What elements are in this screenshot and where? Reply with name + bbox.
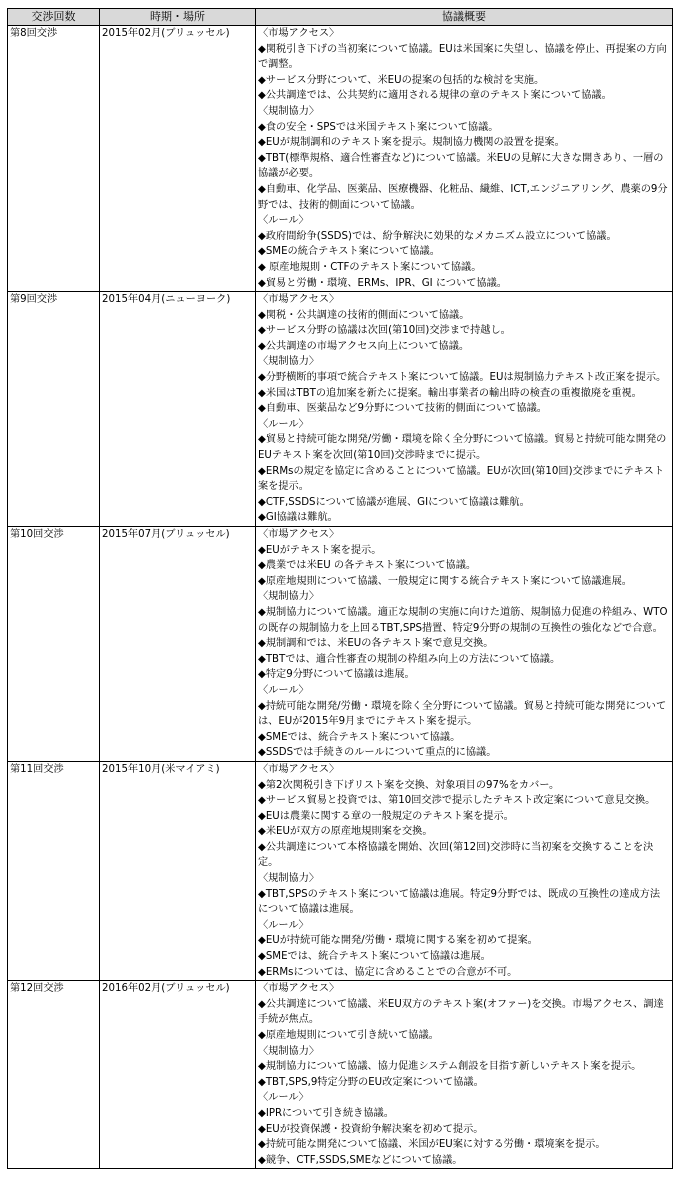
summary-line: ◆EUが規制調和のテキスト案を提示。規制協力機関の設置を提案。 bbox=[258, 137, 565, 149]
summary-line: ◆特定9分野について協議は進展。 bbox=[258, 669, 415, 681]
summary-line: ◆サービス貿易と投資では、第10回交渉で提示したテキスト改定案について意見交換。 bbox=[258, 795, 656, 807]
section-heading: 〈市場アクセス〉 bbox=[258, 529, 340, 540]
summary-line: ◆自動車、化学品、医薬品、医療機器、化粧品、繊維、ICT,エンジニアリング、農薬の9分野では、技術的側面について協議。 bbox=[258, 183, 668, 211]
summary-line: ◆SMEでは、統合テキスト案について協議。 bbox=[258, 731, 461, 743]
section-heading: 〈規制協力〉 bbox=[258, 873, 320, 885]
summary-line: ◆農業では米EU の各テキスト案について協議。 bbox=[258, 560, 477, 572]
summary-line: ◆原産地規則について引き続いて協議。 bbox=[258, 1030, 439, 1041]
round-cell: 第9回交渉 bbox=[8, 292, 100, 527]
summary-line: ◆EUが持続可能な開発/労働・環境に関する案を初めて提案。 bbox=[258, 935, 538, 947]
summary-line: ◆公共調達の市場アクセス向上について協議。 bbox=[258, 340, 470, 352]
section-heading: 〈ルール〉 bbox=[258, 418, 309, 430]
header-row bbox=[8, 9, 673, 26]
summary-line: ◆分野横断的事項で統合テキスト案について協議。EUは規制協力テキスト改正案を提示。 bbox=[258, 372, 667, 384]
summary-line: ◆政府間紛争(SSDS)では、紛争解決に効果的なメカニズム設立について協議。 bbox=[258, 230, 617, 242]
section-heading: 〈ルール〉 bbox=[258, 215, 309, 227]
summary-line: ◆関税・公共調達の技術的側面について協議。 bbox=[258, 309, 470, 321]
summary-line: ◆GI協議は難航。 bbox=[258, 512, 338, 524]
summary-line: ◆EUは農業に関する章の一般規定のテキスト案を提示。 bbox=[258, 810, 514, 822]
table-body bbox=[8, 26, 673, 1169]
period-cell: 2015年04月(ニューヨーク) bbox=[100, 292, 256, 527]
summary-cell bbox=[256, 26, 673, 292]
summary-cell bbox=[256, 761, 673, 980]
summary-cell bbox=[256, 981, 673, 1169]
section-heading: 〈市場アクセス〉 bbox=[258, 28, 340, 39]
summary-line: ◆規制協力について協議。適正な規制の実施に向けた道筋、規制協力促進の枠組み、WTOの既存の規制協力を上回るTBT,SPS措置、特定9分野の規制の互換性の強化などで合意。 bbox=[258, 606, 668, 634]
table-row bbox=[8, 527, 673, 762]
section-heading: 〈ルール〉 bbox=[258, 684, 309, 696]
table-row bbox=[8, 981, 673, 1169]
round-cell: 第12回交渉 bbox=[8, 981, 100, 1169]
summary-line: ◆公共調達について協議、米EU双方のテキスト案(オファー)を交換。市場アクセス、調達手続が焦点。 bbox=[258, 998, 664, 1026]
summary-line: ◆米国はTBTの追加案を新たに提案。輸出事業者の輸出時の検査の重複撤廃を重視。 bbox=[258, 387, 642, 399]
period-cell: 2015年10月(米マイアミ) bbox=[100, 761, 256, 980]
summary-line: ◆貿易と労働・環境、ERMs、IPR、GI について協議。 bbox=[258, 277, 507, 289]
section-heading: 〈規制協力〉 bbox=[258, 1045, 320, 1057]
summary-line: ◆規制調和では、米EUの各テキスト案で意見交換。 bbox=[258, 638, 494, 650]
table-row bbox=[8, 292, 673, 527]
summary-line: ◆ERMsについては、協定に含めることでの合意が不可。 bbox=[258, 966, 518, 978]
summary-line: ◆米EUが双方の原産地規則案を交換。 bbox=[258, 826, 433, 838]
summary-line: ◆TBT(標準規格、適合性審査など)について協議。米EUの見解に大きな開きあり、一層の協議が必要。 bbox=[258, 152, 664, 180]
summary-line: ◆ 原産地規則・CTFのテキスト案について協議。 bbox=[258, 261, 482, 273]
summary-line: ◆CTF,SSDSについて協議が進展、GIについて協議は難航。 bbox=[258, 496, 530, 508]
summary-line: ◆規制協力について協議、協力促進システム創設を目指す新しいテキスト案を提示。 bbox=[258, 1061, 642, 1073]
section-heading: 〈市場アクセス〉 bbox=[258, 983, 340, 995]
section-heading: 〈規制協力〉 bbox=[258, 105, 320, 117]
header-period: 時期・場所 bbox=[100, 9, 256, 26]
summary-line: ◆SMEの統合テキスト案について協議。 bbox=[258, 246, 440, 258]
summary-line: ◆TBT,SPSのテキスト案について協議は進展。特定9分野では、既成の互換性の達成方法について協議は進展。 bbox=[258, 888, 661, 916]
round-cell: 第10回交渉 bbox=[8, 527, 100, 762]
period-cell: 2016年02月(ブリュッセル) bbox=[100, 981, 256, 1169]
header-summary: 協議概要 bbox=[256, 9, 673, 26]
round-cell: 第11回交渉 bbox=[8, 761, 100, 980]
negotiation-table bbox=[7, 8, 673, 1169]
summary-line: ◆第2次関税引き下げリスト案を交換、対象項目の97%をカバー。 bbox=[258, 779, 560, 791]
section-heading: 〈市場アクセス〉 bbox=[258, 294, 340, 306]
section-heading: 〈ルール〉 bbox=[258, 1092, 309, 1104]
round-cell: 第8回交渉 bbox=[8, 26, 100, 292]
summary-line: ◆関税引き下げの当初案について協議。EUは米国案に失望し、協議を停止、再提案の方向で調整。 bbox=[258, 43, 667, 71]
summary-line: ◆競争、CTF,SSDS,SMEなどについて協議。 bbox=[258, 1154, 463, 1166]
section-heading: 〈ルール〉 bbox=[258, 919, 309, 931]
table-row bbox=[8, 761, 673, 980]
section-heading: 〈規制協力〉 bbox=[258, 356, 320, 368]
summary-line: ◆公共調達では、公共契約に適用される規律の章のテキスト案について協議。 bbox=[258, 90, 612, 102]
summary-line: ◆EUが投資保護・投資紛争解決案を初めて提示。 bbox=[258, 1123, 484, 1135]
table-row bbox=[8, 26, 673, 292]
summary-line: ◆自動車、医薬品など9分野について技術的側面について協議。 bbox=[258, 403, 547, 415]
period-cell: 2015年07月(ブリュッセル) bbox=[100, 527, 256, 762]
summary-line: ◆公共調達について本格協議を開始、次回(第12回)交渉時に当初案を交換することを決定。 bbox=[258, 841, 654, 869]
section-heading: 〈市場アクセス〉 bbox=[258, 763, 340, 775]
summary-line: ◆TBT,SPS,9特定分野のEU改定案について協議。 bbox=[258, 1076, 484, 1088]
summary-line: ◆食の安全・SPSでは米国テキスト案について協議。 bbox=[258, 121, 499, 133]
summary-line: ◆IPRについて引き続き協議。 bbox=[258, 1107, 394, 1119]
summary-line: ◆TBTでは、適合性審査の規制の枠組み向上の方法について協議。 bbox=[258, 653, 561, 665]
summary-line: ◆EUがテキスト案を提示。 bbox=[258, 544, 382, 556]
summary-line: ◆持続可能な開発/労働・環境を除く全分野について協議。貿易と持続可能な開発については、EUが2015年9月までにテキスト案を提示。 bbox=[258, 700, 667, 728]
summary-line: ◆貿易と持続可能な開発/労働・環境を除く全分野について協議。貿易と持続可能な開発のEUテキスト案を次回(第10回)交渉時までに提示。 bbox=[258, 434, 667, 462]
summary-cell bbox=[256, 292, 673, 527]
summary-line: ◆サービス分野について、米EUの提案の包括的な検討を実施。 bbox=[258, 74, 545, 86]
summary-cell bbox=[256, 527, 673, 762]
summary-line: ◆ERMsの規定を協定に含めることについて協議。EUが次回(第10回)交渉までにテキスト案を提示。 bbox=[258, 465, 665, 493]
summary-line: ◆SMEでは、統合テキスト案について協議は進展。 bbox=[258, 951, 491, 963]
summary-line: ◆SSDSでは手続きのルールについて重点的に協議。 bbox=[258, 747, 497, 759]
header-round: 交渉回数 bbox=[8, 9, 100, 26]
summary-line: ◆サービス分野の協議は次回(第10回)交渉まで持越し。 bbox=[258, 325, 511, 337]
summary-line: ◆持続可能な開発について協議、米国がEU案に対する労働・環境案を提示。 bbox=[258, 1139, 606, 1151]
period-cell: 2015年02月(ブリュッセル) bbox=[100, 26, 256, 292]
section-heading: 〈規制協力〉 bbox=[258, 591, 320, 603]
summary-line: ◆原産地規則について協議、一般規定に関する統合テキスト案について協議進展。 bbox=[258, 575, 632, 587]
